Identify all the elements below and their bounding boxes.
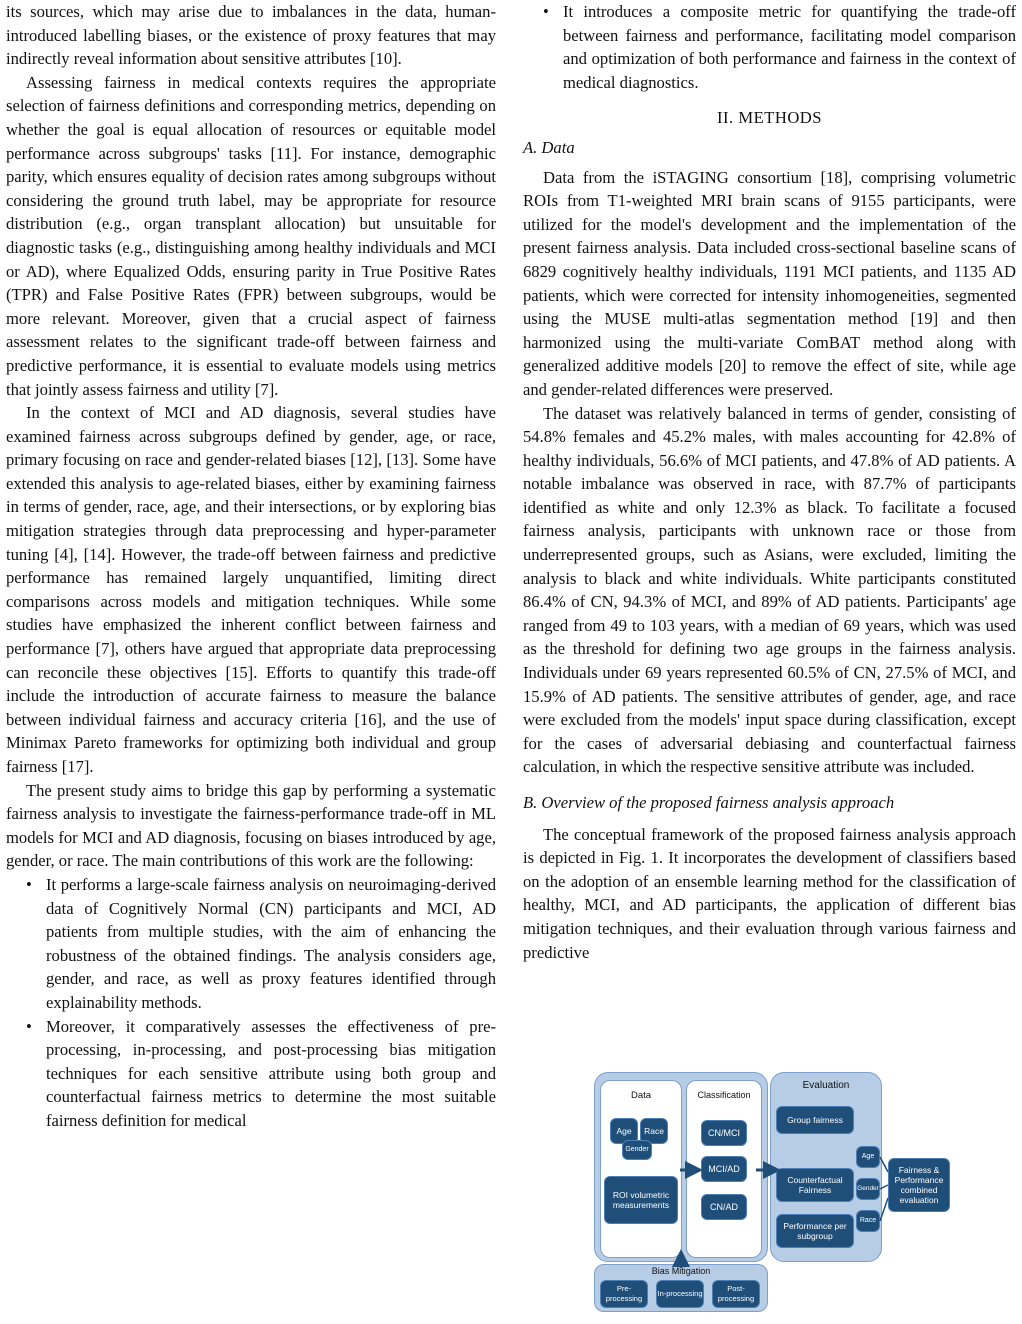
figure-arrows xyxy=(594,1072,950,1312)
eval-race-box: Race xyxy=(856,1210,880,1232)
cn-mci-box: CN/MCI xyxy=(701,1120,747,1146)
cn-ad-box: CN/AD xyxy=(701,1194,747,1220)
paragraph-intro-end: its sources, which may arise due to imbalances in the data, human-introduced labelling biases, or the existence of proxy features that may indirectly reveal information about sensitive attributes [10]. xyxy=(6,2,496,69)
roi-box: ROI volumetric measurements xyxy=(604,1176,678,1224)
classification-title: Classification xyxy=(697,1090,751,1100)
contribution-item-1: • It performs a large-scale fairness analysis on neuroimaging-derived data of Cognitively Normal (CN) participants and MCI, AD patients from multiple studies, with the aim of enhancing the robustness of the obtained findings. The analysis considers age, gender, and race, as well as proxy features identified through explainability methods. xyxy=(46,873,496,1015)
paragraph-assessing: Assessing fairness in medical contexts requires the appropriate selection of fairness definitions and corresponding metrics, depending on whether the goal is equal allocation of resources or equitable model performance across subgroups' tasks [11]. For instance, demographic parity, which ensures equality of decision rates among subgroups without considering the ground truth label, may be appropriate for resource distribution (e.g., organ transplant allocation) but unsuitable for diagnostic tasks (e.g., distinguishing among healthy individuals and MCI or AD), where Equalized Odds, ensuring parity in True Positive Rates (TPR) and False Positive Rates (FPR) between subgroups, would be more relevant. Moreover, given that a crucial aspect of fairness assessment relates to the significant trade-off between fairness and predictive performance, it is essential to evaluate models using metrics that jointly assess fairness and utility [7]. xyxy=(6,72,496,399)
contribution-item-3: • It introduces a composite metric for quantifying the trade-off between fairness and performance, facilitating model comparison and optimization of both performance and fairness in the context of medical diagnostics. xyxy=(563,0,1016,94)
paragraph-dataset: The dataset was relatively balanced in terms of gender, consisting of 54.8% females and 45.2% males, with males accounting for 42.8% of healthy individuals, 56.6% of MCI patients, and 47.8% of AD patients. A notable imbalance was observed in race, with 87.7% of participants identified as white and only 12.3% as black. To facilitate a focused fairness analysis, participants with unknown race or those from underrepresented groups, such as Asians, were excluded, limiting the analysis to black and white individuals. White participants constituted 86.4% of CN, 94.3% of MCI, and 89% of AD patients. Participants' age ranged from 49 to 103 years, with a median of 69 years, which was used as the threshold for defining two age groups in the fairness analysis. Individuals under 69 years represented 60.5% of CN, 27.5% of MCI, and 15.9% of AD patients. The sensitive attributes of gender, age, and race were excluded from the models' input space during classification, except for the cases of adversarial debiasing and counterfactual fairness calculation, in which the respective sensitive attribute was included. xyxy=(523,403,1016,777)
paragraph-context: In the context of MCI and AD diagnosis, several studies have examined fairness across subgroups defined by gender, age, or race, primary focusing on race and gender-related biases [12], [13]. Some have extended this analysis to age-related biases, either by examining fairness in terms of gender, race, age, and their intersections, or by exploring bias mitigation strategies through data preprocessing and hyper-parameter tuning [4], [14]. However, the trade-off between fairness and predictive performance has remained largely unquantified, limiting direct comparisons across models and mitigation techniques. While some studies have emphasized the inherent conflict between fairness and performance [7], others have argued that appropriate data preprocessing can reconcile these objectives [15]. Efforts to quantify this trade-off include the introduction of accurate fairness to measure the balance between individual fairness and accuracy criteria [16], and the use of Minimax Pareto frameworks for optimizing both individual and group fairness [17]. xyxy=(6,403,496,776)
section-title: II. METHODS xyxy=(716,108,823,128)
right-column xyxy=(523,0,1016,964)
eval-gender-box: Gender xyxy=(856,1178,880,1200)
subsection-title-overview: B. Overview of the proposed fairness analysis approach xyxy=(523,793,895,812)
framework-figure xyxy=(594,1072,950,1312)
in-processing-box: In-processing xyxy=(656,1280,704,1308)
mci-ad-box: MCI/AD xyxy=(701,1156,747,1182)
left-column xyxy=(6,0,496,1133)
age-box: Age xyxy=(610,1118,638,1144)
subsection-title-data: A. Data xyxy=(523,137,575,157)
contributions-list-cont xyxy=(523,0,1016,94)
eval-age-box: Age xyxy=(856,1146,880,1168)
race-box: Race xyxy=(640,1118,668,1144)
gender-box: Gender xyxy=(622,1140,652,1160)
pre-processing-box: Pre-processing xyxy=(600,1280,648,1308)
contributions-list xyxy=(6,873,496,1133)
arrow-age-to-combined xyxy=(880,1157,888,1172)
paragraph-data: Data from the iSTAGING consortium [18], comprising volumetric ROIs from T1-weighted MRI brain scans of 9155 participants, were utilized for the model's development and the implementation of the present fairness analysis. Data included cross-sectional baseline scans of 6829 cognitively healthy individuals, 1191 MCI patients, and 1135 AD patients, which were corrected for intensity inhomogeneities, segmented using the MUSE multi-atlas segmentation method [19] and then harmonized using the multi-variate ComBAT method along with generalized additive models [20] to remove the effect of site, while age and gender-related differences were preserved. xyxy=(523,167,1016,399)
paragraph-present: The present study aims to bridge this gap by performing a systematic fairness analysis to investigate the fairness-performance trade-off in ML models for MCI and AD diagnosis, focusing on biases introduced by age, gender, or race. The main contributions of this work are the following: xyxy=(6,780,496,871)
data-title: Data xyxy=(630,1090,652,1101)
post-processing-box: Post-processing xyxy=(712,1280,760,1308)
group-fairness-box: Group fairness xyxy=(776,1106,854,1134)
arrow-race-to-combined xyxy=(880,1198,888,1221)
counterfactual-fairness-box: Counterfactual Fairness xyxy=(776,1168,854,1202)
bias-mitigation-title: Bias Mitigation xyxy=(651,1266,711,1276)
paragraph-overview: The conceptual framework of the proposed fairness analysis approach is depicted in Fig. 1. It incorporates the development of classifiers based on the adoption of an ensemble learning method for the classification of healthy, MCI, and AD participants, the application of different bias mitigation techniques, and their evaluation through various fairness and predictive xyxy=(523,824,1016,962)
performance-per-subgroup-box: Performance per subgroup xyxy=(776,1214,854,1248)
combined-evaluation-box: Fairness & Performance combined evaluation xyxy=(888,1158,950,1212)
arrow-gender-to-combined xyxy=(880,1185,888,1189)
contribution-item-2: • Moreover, it comparatively assesses the effectiveness of pre-processing, in-processing, and post-processing bias mitigation techniques for each sensitive attribute using both group and counterfactual fairness metrics to determine the most suitable fairness definition for medical xyxy=(46,1015,496,1133)
evaluation-title: Evaluation xyxy=(802,1080,850,1091)
